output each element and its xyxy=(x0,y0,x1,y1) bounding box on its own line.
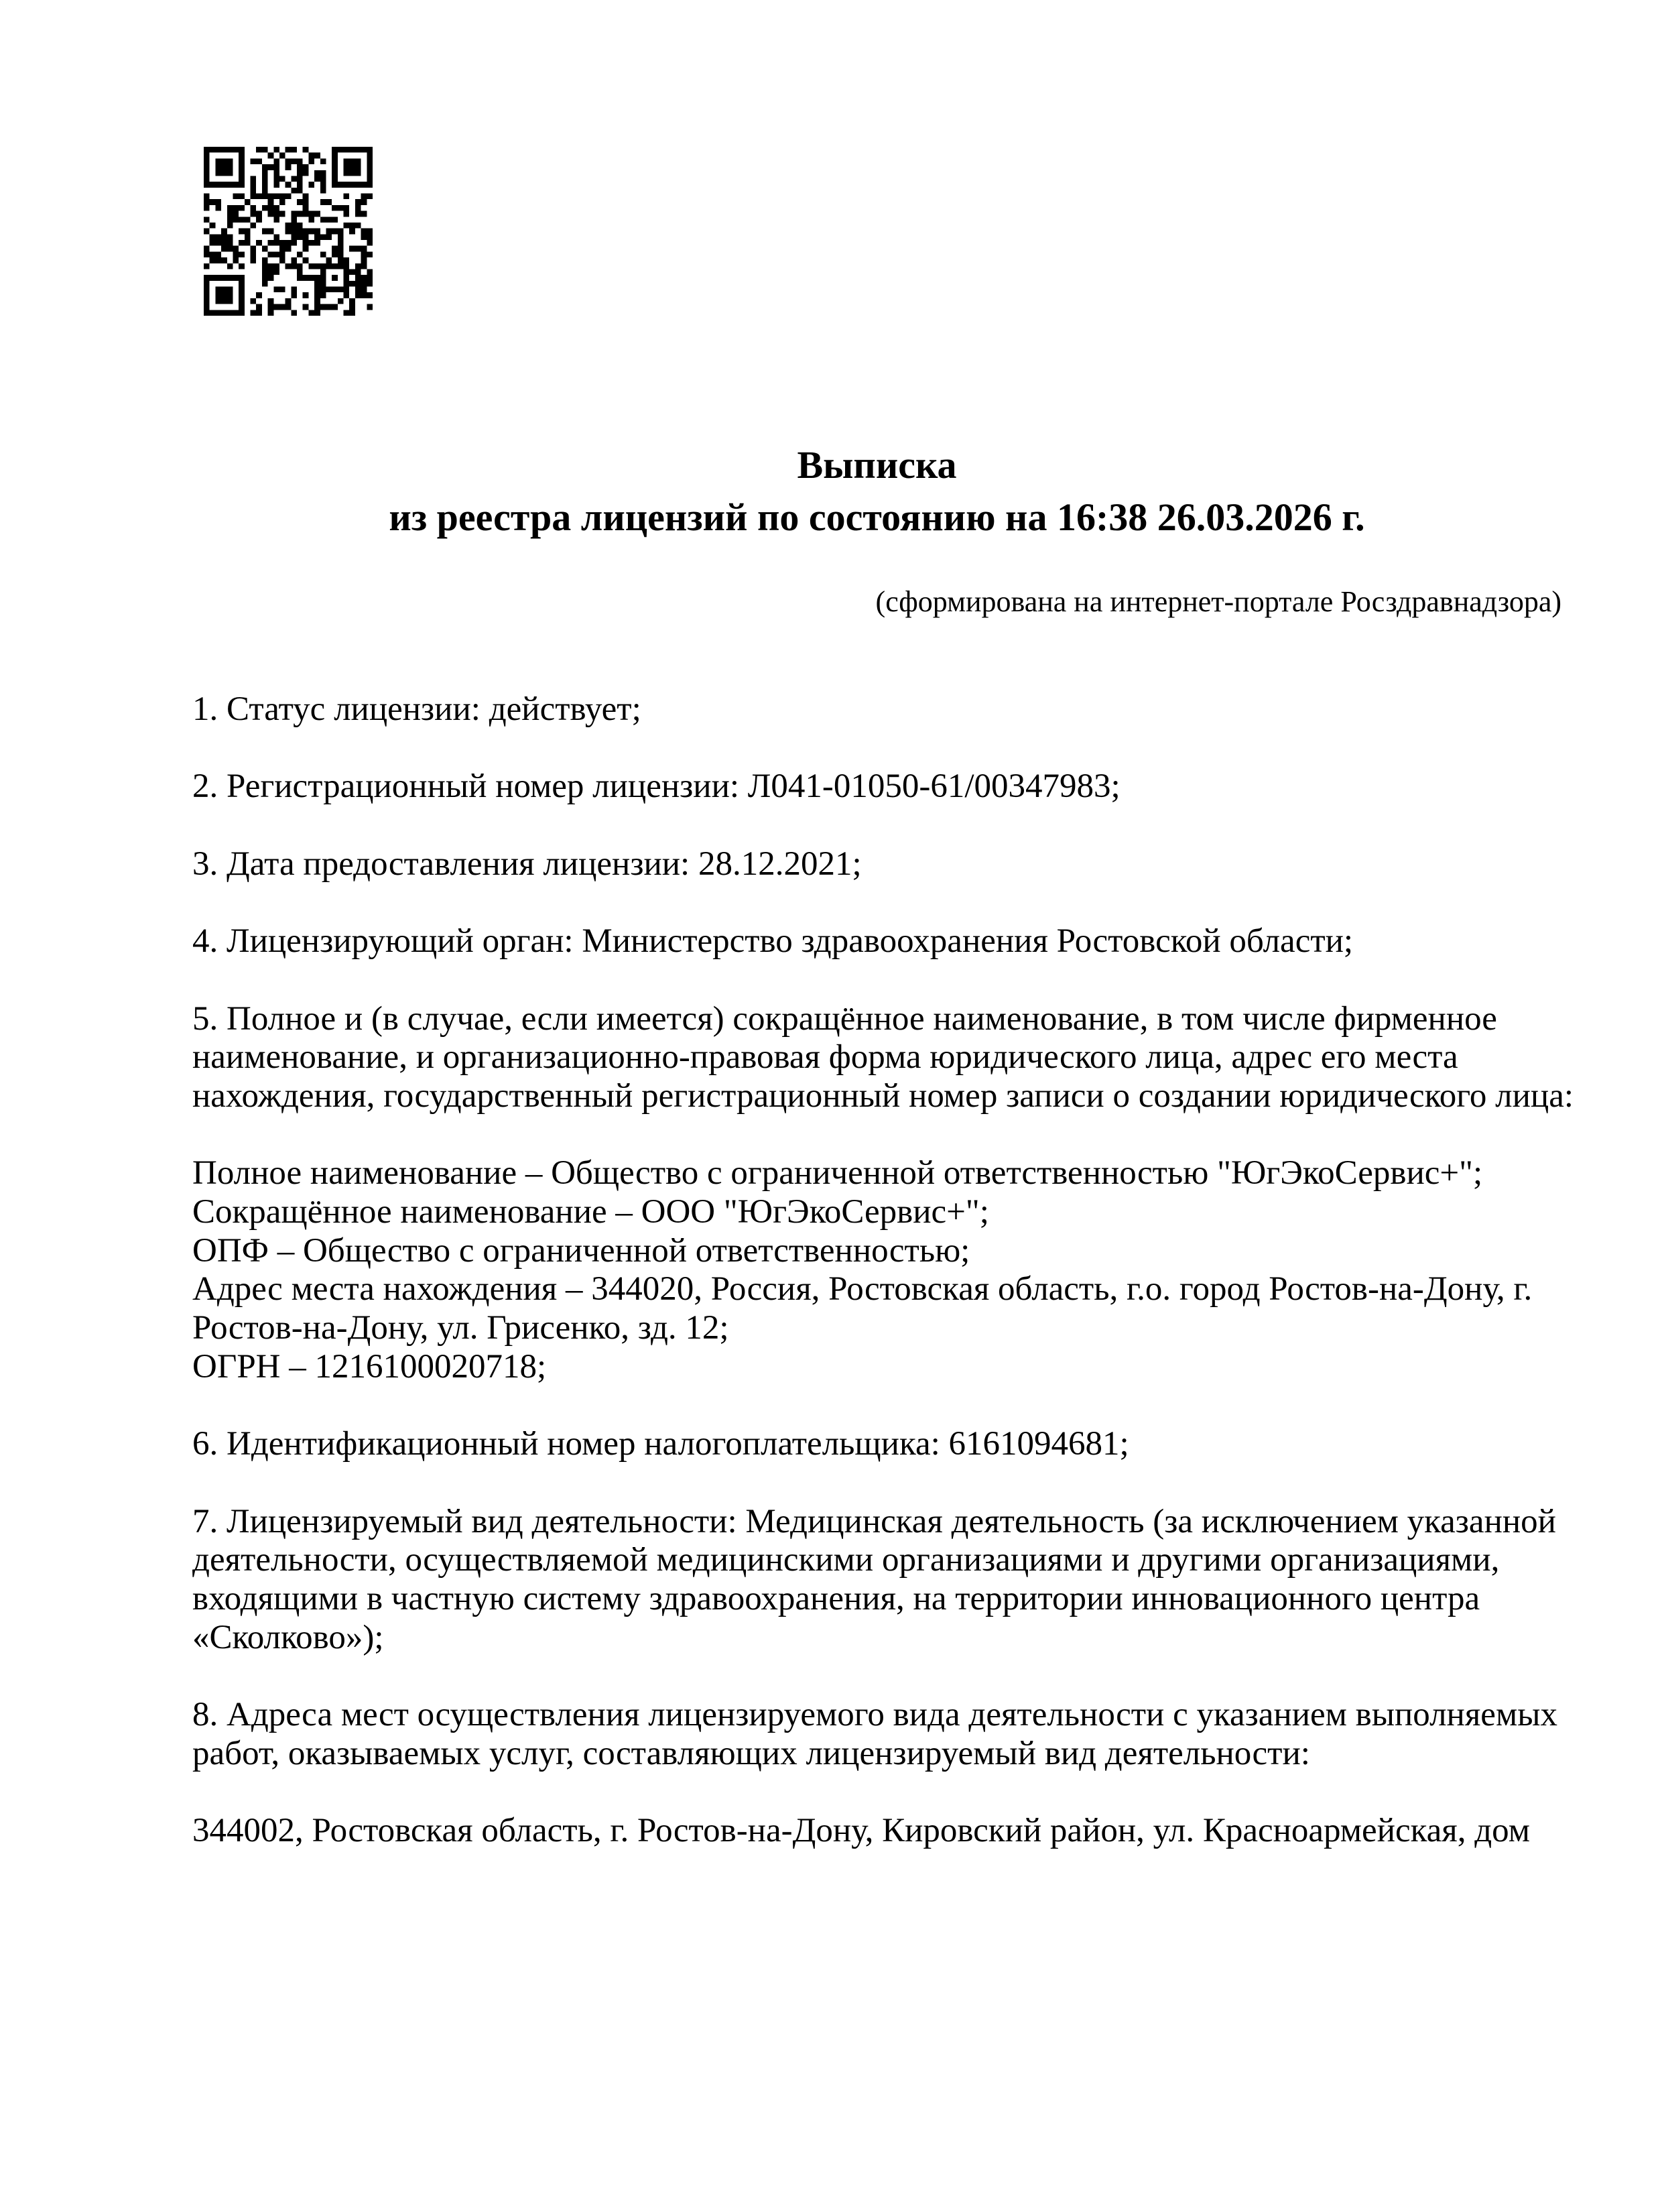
paragraph xyxy=(192,1696,1561,1773)
paragraph xyxy=(192,999,1574,1116)
text-line: 8. Адреса мест осуществления лицензируемого вида деятельности с указанием выполняемых xyxy=(192,1696,1557,1734)
text-line: 4. Лицензирующий орган: Министерство здравоохранения Ростовской области; xyxy=(192,922,1354,961)
text-line: 3. Дата предоставления лицензии: 28.12.2021; xyxy=(192,845,862,883)
paragraph xyxy=(192,767,1561,806)
text-line: наименование, и организационно-правовая форма юридического лица, адрес его места xyxy=(192,1038,1458,1077)
text-line: ОПФ – Общество с ограниченной ответственностью; xyxy=(192,1231,970,1270)
paragraph xyxy=(192,922,1561,961)
paragraph xyxy=(192,1812,1561,1851)
text-line: ОГРН – 1216100020718; xyxy=(192,1347,547,1386)
paragraph xyxy=(192,1425,1561,1464)
text-line: Адрес места нахождения – 344020, Россия, Ростовская область, г.о. город Ростов-на-Дону, г. xyxy=(192,1270,1533,1308)
text-line: деятельности, осуществляемой медицинскими организациями и другими организациями, xyxy=(192,1541,1500,1579)
text-line: 5. Полное и (в случае, если имеется) сокращённое наименование, в том числе фирменное xyxy=(192,999,1497,1038)
text-line: 1. Статус лицензии: действует; xyxy=(192,690,641,728)
text-line: Ростов-на-Дону, ул. Грисенко, зд. 12; xyxy=(192,1309,729,1347)
text-line: Полное наименование – Общество с ограниченной ответственностью "ЮгЭкоСервис+"; xyxy=(192,1154,1483,1192)
text-line: 7. Лицензируемый вид деятельности: Медицинская деятельность (за исключением указанной xyxy=(192,1502,1556,1540)
qr-code-image xyxy=(204,147,373,316)
text-line: 344002, Ростовская область, г. Ростов-на-Дону, Кировский район, ул. Красноармейская, дом xyxy=(192,1812,1530,1850)
paragraph xyxy=(192,1154,1561,1386)
text-line: «Сколково»); xyxy=(192,1618,384,1656)
text-line: входящими в частную систему здравоохранения, на территории инновационного центра xyxy=(192,1580,1480,1618)
paragraph xyxy=(192,1503,1561,1658)
paragraph xyxy=(192,690,1561,729)
text-line: 6. Идентификационный номер налогоплательщика: 6161094681; xyxy=(192,1425,1129,1463)
qr-code xyxy=(204,147,373,316)
document-subtitle: (сформирована на интернет-портале Росздравнадзора) xyxy=(875,585,1561,618)
document-title xyxy=(192,439,1561,544)
text-line: Сокращённое наименование – ООО "ЮгЭкоСервис+"; xyxy=(192,1193,989,1231)
document-body xyxy=(192,690,1574,1890)
paragraph xyxy=(192,845,1561,884)
text-line: работ, оказываемых услуг, составляющих лицензируемый вид деятельности: xyxy=(192,1734,1310,1772)
title-line-1: Выписка xyxy=(797,443,957,487)
title-line-2: из реестра лицензий по состоянию на 16:38 26.03.2026 г. xyxy=(389,495,1365,539)
text-line: 2. Регистрационный номер лицензии: Л041-01050-61/00347983; xyxy=(192,767,1121,806)
text-line: нахождения, государственный регистрационный номер записи о создании юридического лица: xyxy=(192,1077,1574,1115)
